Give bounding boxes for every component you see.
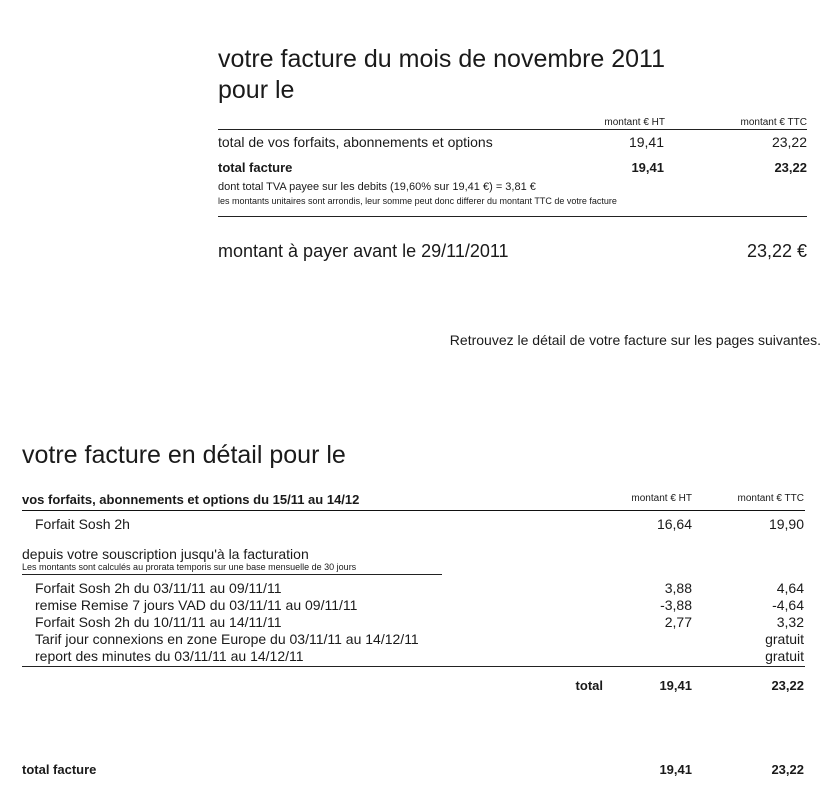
forfait-label: Forfait Sosh 2h xyxy=(35,516,130,532)
line-ttc: gratuit xyxy=(765,648,804,664)
prorata-title: depuis votre souscription jusqu'à la facturation xyxy=(22,546,309,562)
forfait-ht: 16,64 xyxy=(656,516,692,532)
line-ht: 3,88 xyxy=(664,580,692,596)
summary-title-line2: pour le xyxy=(218,76,295,104)
summary-total-ht: 19,41 xyxy=(631,160,664,175)
line-label: Forfait Sosh 2h du 10/11/11 au 14/11/11 xyxy=(35,614,282,630)
summary-col-ht-header: montant € HT xyxy=(604,117,665,128)
prorata-rule xyxy=(22,574,442,575)
line-label: Tarif jour connexions en zone Europe du 03/11/11 au 14/12/11 xyxy=(35,631,419,647)
detail-title: votre facture en détail pour le xyxy=(22,441,346,469)
line-label: report des minutes du 03/11/11 au 14/12/11 xyxy=(35,648,304,664)
line-ttc: 4,64 xyxy=(776,580,804,596)
grand-total-label: total facture xyxy=(22,762,97,777)
summary-forfaits-ttc: 23,22 xyxy=(771,134,807,150)
forfait-ttc: 19,90 xyxy=(768,516,804,532)
grand-total-ht: 19,41 xyxy=(659,762,692,777)
line-ttc: -4,64 xyxy=(772,597,804,613)
grand-total-ttc: 23,22 xyxy=(771,762,804,777)
summary-col-ttc-header: montant € TTC xyxy=(740,117,807,128)
detail-header-rule xyxy=(22,510,805,511)
line-ttc: gratuit xyxy=(765,631,804,647)
tva-note: dont total TVA payee sur les debits (19,60% sur 19,41 €) = 3,81 € xyxy=(218,181,536,193)
summary-header-rule xyxy=(218,129,807,130)
subtotal-ht: 19,41 xyxy=(659,678,692,693)
line-label: remise Remise 7 jours VAD du 03/11/11 au 09/11/11 xyxy=(35,597,358,613)
pay-amount: 23,22 € xyxy=(746,241,807,261)
summary-forfaits-label: total de vos forfaits, abonnements et options xyxy=(218,134,493,150)
summary-total-label: total facture xyxy=(218,160,293,175)
summary-forfaits-ht: 19,41 xyxy=(628,134,664,150)
subtotal-ttc: 23,22 xyxy=(771,678,804,693)
summary-total-ttc: 23,22 xyxy=(774,160,807,175)
subtotal-label: total xyxy=(575,678,603,693)
prorata-note: Les montants sont calculés au prorata temporis sur une base mensuelle de 30 jours xyxy=(22,562,357,572)
line-ttc: 3,32 xyxy=(776,614,804,630)
detail-col-ht-header: montant € HT xyxy=(631,493,692,504)
lines-rule xyxy=(22,666,805,667)
rounding-note: les montants unitaires sont arrondis, leur somme peut donc differer du montant TTC de votre facture xyxy=(218,196,617,206)
detail-section-label: vos forfaits, abonnements et options du 15/11 au 14/12 xyxy=(22,492,360,507)
summary-bottom-rule xyxy=(218,216,807,217)
pay-before-label: montant à payer avant le 29/11/2011 xyxy=(218,241,509,261)
summary-title-line1: votre facture du mois de novembre 2011 xyxy=(218,45,666,73)
line-ht: 2,77 xyxy=(664,614,692,630)
line-ht: -3,88 xyxy=(660,597,692,613)
detail-col-ttc-header: montant € TTC xyxy=(737,493,804,504)
line-label: Forfait Sosh 2h du 03/11/11 au 09/11/11 xyxy=(35,580,282,596)
details-notice: Retrouvez le détail de votre facture sur les pages suivantes. xyxy=(449,332,821,348)
